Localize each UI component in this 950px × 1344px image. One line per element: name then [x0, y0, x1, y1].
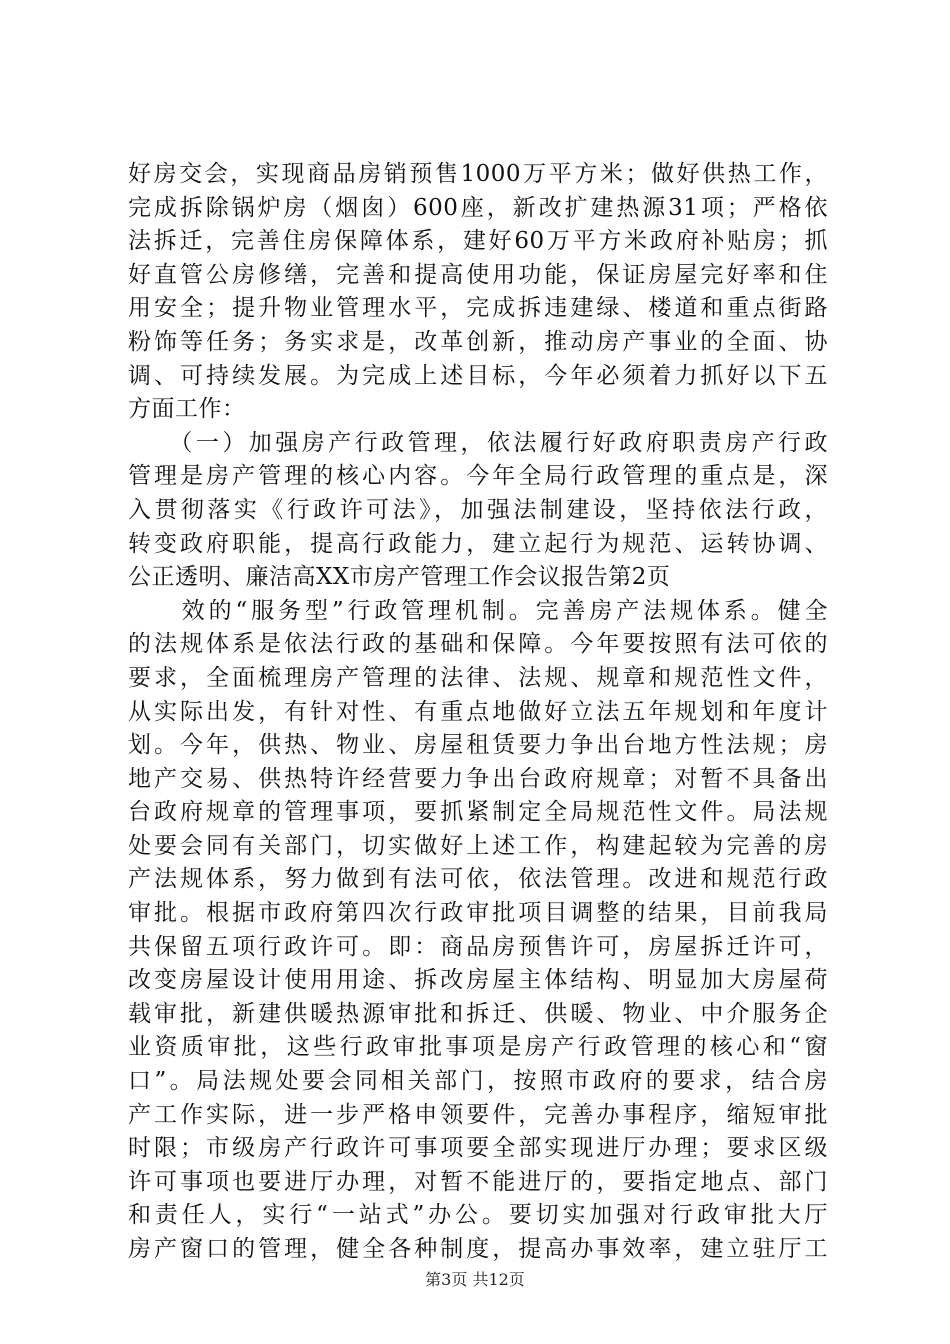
text-line: 完成拆除锅炉房（烟囱）600座，新改扩建热源31项；严格依 — [128, 194, 828, 221]
text-line: 共保留五项行政许可。即：商品房预售许可，房屋拆迁许可， — [128, 933, 828, 960]
text-line: 房产窗口的管理，健全各种制度，提高办事效率，建立驻厅工 — [128, 1236, 828, 1262]
text-line: 转变政府职能，提高行政能力，建立起行为规范、运转协调、 — [128, 530, 828, 557]
text-line: 效的“服务型”行政管理机制。完善房产法规体系。健全 — [128, 597, 828, 624]
page-number-footer: 第3页 共12页 — [425, 1270, 525, 1289]
text-line: 处要会同有关部门，切实做好上述工作，构建起较为完善的房 — [128, 832, 828, 859]
text-line: 入贯彻落实《行政许可法》，加强法制建设，坚持依法行政， — [128, 496, 828, 523]
text-line: 改变房屋设计使用用途、拆改房屋主体结构、明显加大房屋荷 — [128, 967, 828, 994]
text-line: 从实际出发，有针对性、有重点地做好立法五年规划和年度计 — [128, 698, 828, 725]
text-line: 调、可持续发展。为完成上述目标，今年必须着力抓好以下五 — [128, 362, 828, 389]
text-line: 载审批，新建供暖热源审批和拆迁、供暖、物业、中介服务企 — [128, 1000, 828, 1027]
text-line: 粉饰等任务；务实求是，改革创新，推动房产事业的全面、协 — [128, 328, 828, 355]
text-line: 用安全；提升物业管理水平，完成拆违建绿、楼道和重点街路 — [128, 295, 828, 322]
text-line: 台政府规章的管理事项，要抓紧制定全局规范性文件。局法规 — [128, 799, 828, 826]
text-line: 划。今年，供热、物业、房屋租赁要力争出台地方性法规；房 — [128, 732, 828, 759]
text-line: 方面工作： — [128, 396, 246, 423]
text-line: 许可事项也要进厅办理，对暂不能进厅的，要指定地点、部门 — [128, 1168, 828, 1195]
text-line: （一）加强房产行政管理，依法履行好政府职责房产行政 — [128, 429, 828, 456]
text-line: 产工作实际，进一步严格申领要件，完善办事程序，缩短审批 — [128, 1101, 828, 1128]
document-body — [128, 158, 828, 1267]
text-line: 管理是房产管理的核心内容。今年全局行政管理的重点是，深 — [128, 463, 828, 490]
text-line: 口”。局法规处要会同相关部门，按照市政府的要求，结合房 — [128, 1068, 828, 1095]
text-line: 审批。根据市政府第四次行政审批项目调整的结果，目前我局 — [128, 900, 828, 927]
text-line: 产法规体系，努力做到有法可依，依法管理。改进和规范行政 — [128, 866, 828, 893]
text-line: 法拆迁，完善住房保障体系，建好60万平方米政府补贴房；抓 — [128, 228, 828, 255]
text-line: 时限；市级房产行政许可事项要全部实现进厅办理；要求区级 — [128, 1135, 828, 1162]
text-line: 和责任人，实行“一站式”办公。要切实加强对行政审批大厅 — [128, 1202, 828, 1229]
text-line: 的法规体系是依法行政的基础和保障。今年要按照有法可依的 — [128, 631, 828, 658]
text-line: 地产交易、供热特许经营要力争出台政府规章；对暂不具备出 — [128, 765, 828, 792]
text-line: 要求，全面梳理房产管理的法律、法规、规章和规范性文件， — [128, 664, 828, 691]
text-line: 好房交会，实现商品房销预售1000万平方米；做好供热工作， — [128, 161, 828, 187]
text-line: 业资质审批，这些行政审批事项是房产行政管理的核心和“窗 — [128, 1034, 828, 1061]
text-line: 好直管公房修缮，完善和提高使用功能，保证房屋完好率和住 — [128, 261, 828, 288]
text-line: 公正透明、廉洁高XX市房产管理工作会议报告第2页 — [128, 564, 671, 591]
